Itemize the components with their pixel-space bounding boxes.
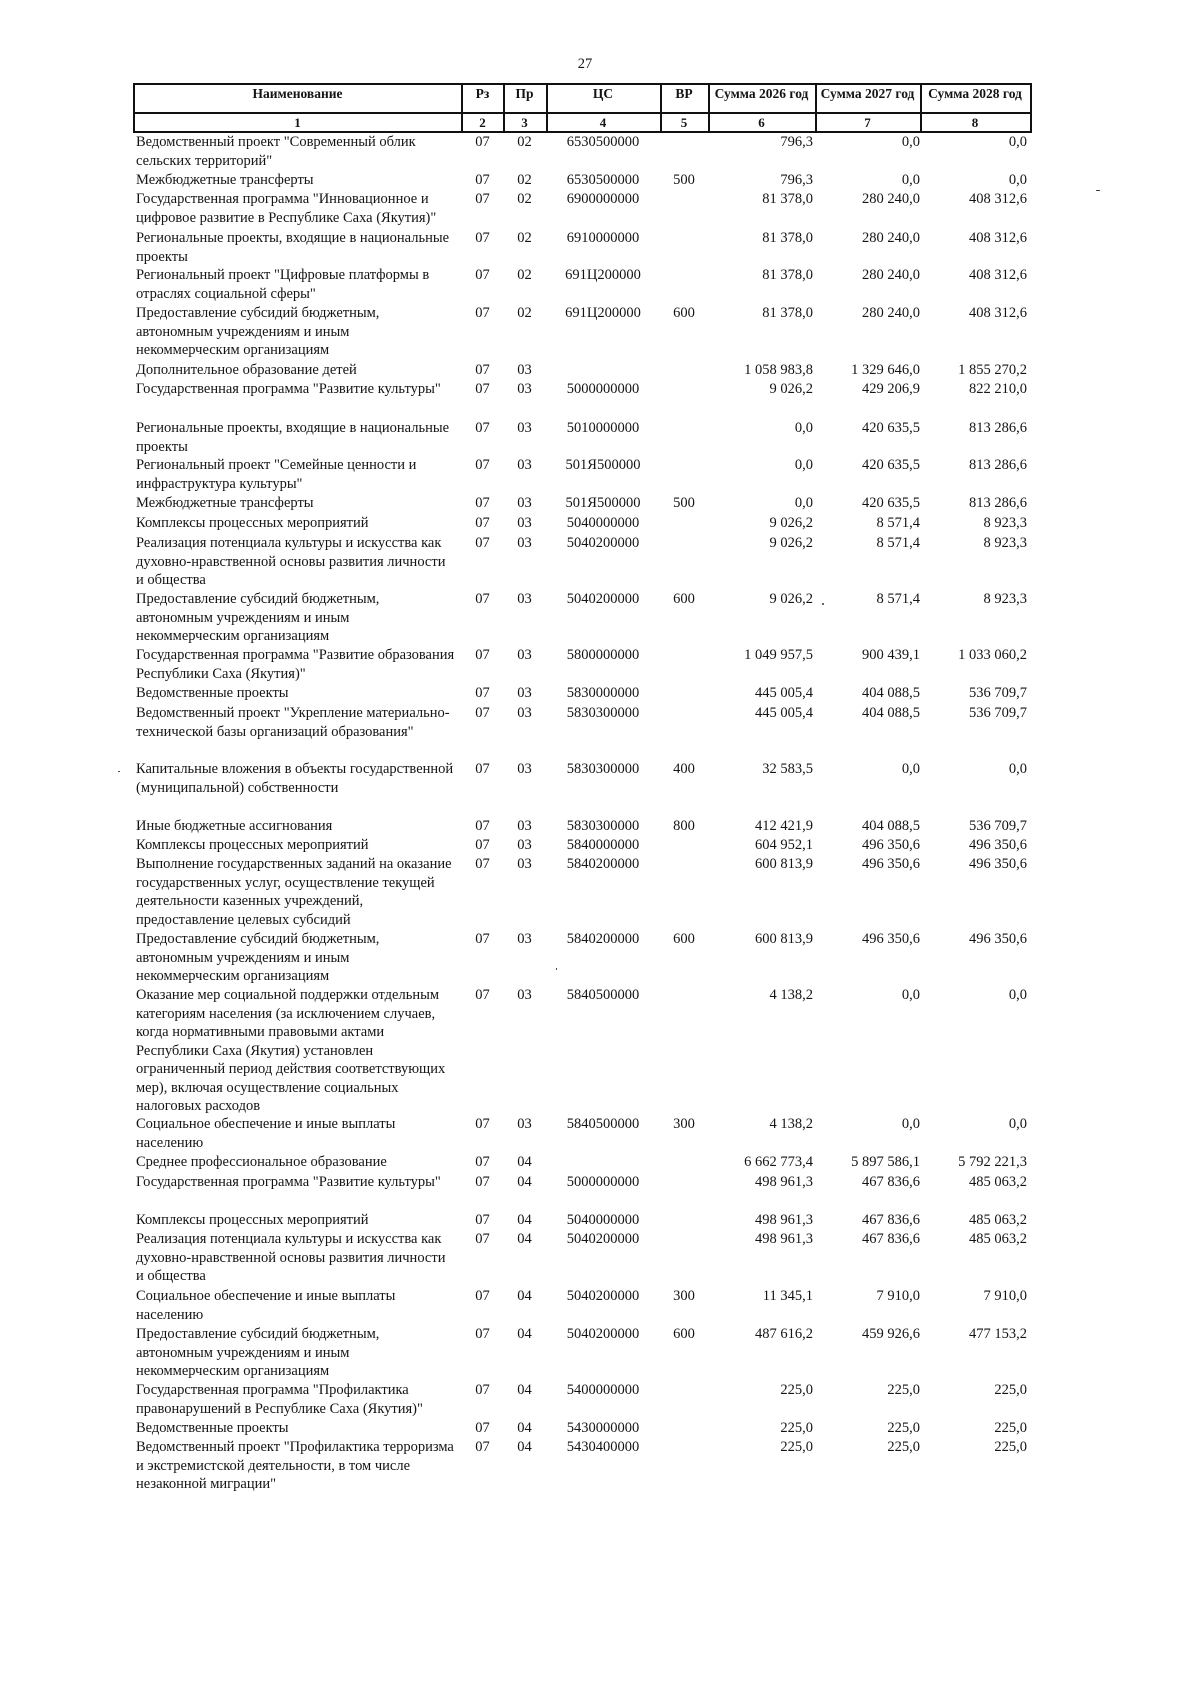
row-sum-2027: 420 635,5 [862,420,920,436]
row-pr: 02 [517,134,532,150]
row-sum-2026: 81 378,0 [762,230,813,246]
row-sum-2026: 4 138,2 [769,1116,813,1132]
row-pr: 04 [517,1174,532,1190]
row-sum-2027: 420 635,5 [862,457,920,473]
column-number-name: 1 [294,115,301,130]
row-sum-2028: 225,0 [994,1420,1027,1436]
row-pr: 03 [517,515,532,531]
row-sum-2028: 477 153,2 [969,1326,1027,1342]
header-sum-2026: Сумма 2026 год [714,86,809,101]
row-name: Ведомственные проекты [136,685,289,701]
row-name: Предоставление субсидий бюджетным, автономным учреждениям и иным некоммерческим организациям [136,305,380,358]
column-number-sum-2027: 7 [864,115,871,130]
row-sum-2027: 280 240,0 [862,305,920,321]
row-sum-2028: 485 063,2 [969,1231,1027,1247]
row-sum-2028: 8 923,3 [983,515,1027,531]
row-pr: 04 [517,1231,532,1247]
row-pr: 02 [517,191,532,207]
row-name: Государственная программа "Инновационное и цифровое развитие в Республике Саха (Якутия)" [136,191,437,226]
row-name: Ведомственный проект "Профилактика терроризма и экстремистской деятельности, в том числе незаконной миграции" [136,1439,454,1492]
row-cs: 5040200000 [566,1326,640,1342]
row-rz: 07 [475,495,490,511]
row-sum-2027: 496 350,6 [862,837,920,853]
row-cs: 5040200000 [566,1288,640,1304]
row-rz: 07 [475,647,490,663]
page-number: 27 [577,56,593,72]
row-vr: 600 [673,591,695,607]
row-rz: 07 [475,420,490,436]
row-name: Государственная программа "Развитие культуры" [136,381,441,397]
row-cs: 5040000000 [566,515,640,531]
row-sum-2027: 225,0 [887,1420,920,1436]
row-rz: 07 [475,305,490,321]
row-rz: 07 [475,705,490,721]
row-cs: 6530500000 [566,134,640,150]
row-sum-2027: 225,0 [887,1439,920,1455]
row-sum-2027: 404 088,5 [862,685,920,701]
row-name: Межбюджетные трансферты [136,172,314,188]
row-pr: 03 [517,987,532,1003]
row-sum-2027: 8 571,4 [876,591,920,607]
row-name: Социальное обеспечение и иные выплаты населению [136,1288,396,1323]
row-sum-2028: 496 350,6 [969,931,1027,947]
row-sum-2028: 8 923,3 [983,535,1027,551]
column-number-sum-2026: 6 [758,115,765,130]
row-sum-2026: 4 138,2 [769,987,813,1003]
row-sum-2027: 7 910,0 [876,1288,920,1304]
row-pr: 02 [517,230,532,246]
row-sum-2027: 225,0 [887,1382,920,1398]
row-sum-2026: 498 961,3 [755,1231,813,1247]
row-name: Государственная программа "Развитие культуры" [136,1174,441,1190]
row-sum-2028: 1 033 060,2 [958,647,1027,663]
row-name: Оказание мер социальной поддержки отдельным категориям населения (за исключением случаев, когда нормативными правовыми актами Республики Саха (Якутия) установлен ограниченный период действия соответствующих мер), включая осуществление социальных налоговых расходов [136,987,446,1114]
row-rz: 07 [475,1154,490,1170]
column-number-cs: 4 [599,115,607,130]
row-sum-2028: 485 063,2 [969,1212,1027,1228]
row-name: Предоставление субсидий бюджетным, автономным учреждениям и иным некоммерческим организациям [136,591,380,644]
row-cs: 5400000000 [566,1382,640,1398]
row-cs: 691Ц200000 [565,267,641,283]
row-sum-2028: 0,0 [1008,134,1027,150]
row-pr: 03 [517,837,532,853]
row-vr: 400 [673,761,695,777]
header-sum-2028: Сумма 2028 год [928,86,1022,101]
row-sum-2026: 600 813,9 [755,856,813,872]
row-cs: 5430000000 [566,1420,640,1436]
column-number-rz: 2 [479,115,486,130]
row-sum-2026: 81 378,0 [762,267,813,283]
row-name: Предоставление субсидий бюджетным, автономным учреждениям и иным некоммерческим организациям [136,1326,380,1379]
row-rz: 07 [475,856,490,872]
row-pr: 04 [517,1420,532,1436]
row-sum-2027: 420 635,5 [862,495,920,511]
row-rz: 07 [475,191,490,207]
row-cs: 5040200000 [566,535,640,551]
row-cs: 5840200000 [566,931,640,947]
row-sum-2027: 496 350,6 [862,931,920,947]
row-sum-2028: 536 709,7 [969,685,1027,701]
row-sum-2028: 0,0 [1008,172,1027,188]
row-sum-2026: 9 026,2 [769,591,813,607]
row-sum-2028: 536 709,7 [969,705,1027,721]
row-sum-2026: 32 583,5 [762,761,813,777]
row-rz: 07 [475,267,490,283]
row-rz: 07 [475,987,490,1003]
row-sum-2026: 225,0 [780,1382,813,1398]
row-sum-2026: 0,0 [794,457,813,473]
row-sum-2028: 813 286,6 [969,457,1027,473]
row-cs: 5830300000 [566,761,640,777]
row-cs: 5010000000 [566,420,640,436]
row-sum-2026: 225,0 [780,1439,813,1455]
row-sum-2027: 8 571,4 [876,515,920,531]
row-name: Государственная программа "Профилактика правонарушений в Республике Саха (Якутия)" [136,1382,423,1417]
row-sum-2028: 225,0 [994,1439,1027,1455]
row-rz: 07 [475,1231,490,1247]
row-name: Региональные проекты, входящие в национальные проекты [136,420,450,455]
row-rz: 07 [475,1382,490,1398]
row-rz: 07 [475,535,490,551]
row-name: Ведомственный проект "Укрепление материально-технической базы организаций образования" [136,705,450,740]
row-sum-2026: 600 813,9 [755,931,813,947]
row-name: Капитальные вложения в объекты государственной (муниципальной) собственности [136,761,454,796]
row-cs: 6900000000 [566,191,640,207]
row-sum-2026: 11 345,1 [762,1288,813,1304]
row-sum-2028: 408 312,6 [969,305,1027,321]
row-rz: 07 [475,761,490,777]
row-rz: 07 [475,818,490,834]
row-pr: 04 [517,1288,532,1304]
row-name: Государственная программа "Развитие образования Республики Саха (Якутия)" [136,647,455,682]
row-cs: 5040200000 [566,591,640,607]
row-rz: 07 [475,931,490,947]
row-sum-2026: 412 421,9 [755,818,813,834]
row-sum-2028: 496 350,6 [969,856,1027,872]
row-sum-2028: 408 312,6 [969,191,1027,207]
row-sum-2026: 487 616,2 [755,1326,813,1342]
row-name: Комплексы процессных мероприятий [136,1212,369,1228]
row-rz: 07 [475,591,490,607]
row-rz: 07 [475,515,490,531]
header-name: Наименование [252,86,343,101]
row-pr: 04 [517,1212,532,1228]
row-sum-2028: 408 312,6 [969,267,1027,283]
row-pr: 03 [517,535,532,551]
row-sum-2028: 0,0 [1008,987,1027,1003]
row-pr: 03 [517,705,532,721]
row-rz: 07 [475,1288,490,1304]
row-sum-2026: 1 049 957,5 [744,647,813,663]
row-sum-2027: 280 240,0 [862,267,920,283]
row-name: Региональный проект "Цифровые платформы в отраслях социальной сферы" [136,267,430,302]
header-divider [1030,83,1032,132]
row-cs: 6910000000 [566,230,640,246]
row-sum-2028: 5 792 221,3 [958,1154,1027,1170]
row-name: Иные бюджетные ассигнования [136,818,333,834]
row-sum-2027: 900 439,1 [862,647,920,663]
row-sum-2026: 498 961,3 [755,1174,813,1190]
row-pr: 02 [517,305,532,321]
header-rz: Рз [475,86,490,101]
row-sum-2027: 5 897 586,1 [851,1154,920,1170]
row-sum-2027: 0,0 [901,1116,920,1132]
row-pr: 03 [517,818,532,834]
row-rz: 07 [475,381,490,397]
row-sum-2027: 1 329 646,0 [851,362,920,378]
row-name: Комплексы процессных мероприятий [136,837,369,853]
column-number-sum-2028: 8 [971,115,979,130]
row-vr: 800 [673,818,695,834]
header-cs: ЦС [592,86,614,101]
row-cs: 501Я500000 [565,495,641,511]
row-vr: 600 [673,1326,695,1342]
row-cs: 5000000000 [566,1174,640,1190]
row-sum-2028: 0,0 [1008,761,1027,777]
row-sum-2027: 429 206,9 [862,381,920,397]
row-sum-2026: 9 026,2 [769,381,813,397]
row-rz: 07 [475,230,490,246]
row-rz: 07 [475,1420,490,1436]
row-sum-2027: 467 836,6 [862,1231,920,1247]
row-name: Выполнение государственных заданий на оказание государственных услуг, осуществление текущей деятельности казенных учреждений, предоставление целевых субсидий [136,856,452,928]
row-pr: 02 [517,267,532,283]
row-cs: 5040000000 [566,1212,640,1228]
row-pr: 03 [517,647,532,663]
row-cs: 6530500000 [566,172,640,188]
row-sum-2026: 0,0 [794,420,813,436]
header-sum-2027: Сумма 2027 год [820,86,915,101]
row-sum-2026: 0,0 [794,495,813,511]
row-pr: 03 [517,856,532,872]
row-cs: 5040200000 [566,1231,640,1247]
row-pr: 04 [517,1154,532,1170]
row-sum-2028: 1 855 270,2 [958,362,1027,378]
row-name: Среднее профессиональное образование [136,1154,387,1170]
row-cs: 5840500000 [566,1116,640,1132]
row-vr: 500 [673,495,695,511]
row-pr: 03 [517,1116,532,1132]
row-pr: 03 [517,362,532,378]
row-cs: 691Ц200000 [565,305,641,321]
row-sum-2026: 445 005,4 [755,705,813,721]
row-name: Региональный проект "Семейные ценности и инфраструктура культуры" [136,457,417,492]
row-name: Региональные проекты, входящие в национальные проекты [136,230,450,265]
scan-speck [822,603,824,605]
column-number-vr: 5 [680,115,688,130]
row-sum-2027: 0,0 [901,761,920,777]
row-sum-2028: 496 350,6 [969,837,1027,853]
row-cs: 5830300000 [566,705,640,721]
row-rz: 07 [475,1439,490,1455]
row-pr: 03 [517,685,532,701]
row-sum-2027: 404 088,5 [862,705,920,721]
row-sum-2027: 496 350,6 [862,856,920,872]
scan-speck [118,771,120,772]
row-cs: 5840000000 [566,837,640,853]
row-sum-2028: 813 286,6 [969,420,1027,436]
row-sum-2028: 536 709,7 [969,818,1027,834]
row-sum-2026: 6 662 773,4 [744,1154,813,1170]
row-vr: 300 [673,1288,695,1304]
row-sum-2026: 81 378,0 [762,191,813,207]
header-vr: ВР [675,86,693,101]
row-name: Реализация потенциала культуры и искусства как духовно-нравственной основы развития личности и общества [136,1231,446,1284]
row-sum-2026: 1 058 983,8 [744,362,813,378]
row-pr: 04 [517,1326,532,1342]
row-sum-2027: 459 926,6 [862,1326,920,1342]
row-name: Социальное обеспечение и иные выплаты населению [136,1116,396,1151]
row-sum-2028: 7 910,0 [983,1288,1027,1304]
row-sum-2027: 467 836,6 [862,1174,920,1190]
row-pr: 03 [517,420,532,436]
scan-speck [1096,190,1100,191]
column-number-pr: 3 [521,115,528,130]
row-rz: 07 [475,1326,490,1342]
row-pr: 03 [517,591,532,607]
row-sum-2027: 0,0 [901,987,920,1003]
row-pr: 04 [517,1382,532,1398]
row-sum-2026: 796,3 [780,172,813,188]
row-vr: 300 [673,1116,695,1132]
row-rz: 07 [475,1212,490,1228]
row-cs: 501Я500000 [565,457,641,473]
row-cs: 5830000000 [566,685,640,701]
row-sum-2026: 445 005,4 [755,685,813,701]
row-cs: 5000000000 [566,381,640,397]
row-sum-2027: 8 571,4 [876,535,920,551]
row-vr: 600 [673,931,695,947]
row-rz: 07 [475,1174,490,1190]
row-name: Реализация потенциала культуры и искусства как духовно-нравственной основы развития личности и общества [136,535,446,588]
row-sum-2026: 498 961,3 [755,1212,813,1228]
row-sum-2027: 0,0 [901,172,920,188]
row-vr: 600 [673,305,695,321]
row-rz: 07 [475,172,490,188]
row-pr: 02 [517,172,532,188]
row-sum-2028: 225,0 [994,1382,1027,1398]
row-sum-2028: 813 286,6 [969,495,1027,511]
row-sum-2027: 280 240,0 [862,230,920,246]
row-sum-2026: 9 026,2 [769,515,813,531]
row-name: Ведомственные проекты [136,1420,289,1436]
row-name: Комплексы процессных мероприятий [136,515,369,531]
row-sum-2028: 822 210,0 [969,381,1027,397]
row-sum-2028: 485 063,2 [969,1174,1027,1190]
row-name: Предоставление субсидий бюджетным, автономным учреждениям и иным некоммерческим организациям [136,931,380,984]
row-vr: 500 [673,172,695,188]
row-name: Дополнительное образование детей [136,362,357,378]
row-sum-2028: 0,0 [1008,1116,1027,1132]
row-sum-2027: 404 088,5 [862,818,920,834]
row-sum-2026: 9 026,2 [769,535,813,551]
row-pr: 03 [517,761,532,777]
row-cs: 5830300000 [566,818,640,834]
row-rz: 07 [475,837,490,853]
row-cs: 5800000000 [566,647,640,663]
row-sum-2027: 280 240,0 [862,191,920,207]
row-rz: 07 [475,362,490,378]
row-name: Ведомственный проект "Современный облик сельских территорий" [136,134,416,169]
row-sum-2028: 8 923,3 [983,591,1027,607]
row-name: Межбюджетные трансферты [136,495,314,511]
row-sum-2026: 796,3 [780,134,813,150]
row-rz: 07 [475,685,490,701]
row-cs: 5840500000 [566,987,640,1003]
row-pr: 03 [517,457,532,473]
row-sum-2026: 604 952,1 [755,837,813,853]
row-cs: 5840200000 [566,856,640,872]
row-pr: 03 [517,931,532,947]
header-pr: Пр [515,86,534,101]
row-pr: 03 [517,495,532,511]
row-sum-2028: 408 312,6 [969,230,1027,246]
row-rz: 07 [475,134,490,150]
row-pr: 04 [517,1439,532,1455]
row-sum-2026: 81 378,0 [762,305,813,321]
scan-speck [556,968,557,970]
row-rz: 07 [475,457,490,473]
row-pr: 03 [517,381,532,397]
row-rz: 07 [475,1116,490,1132]
row-sum-2027: 0,0 [901,134,920,150]
row-cs: 5430400000 [566,1439,640,1455]
row-sum-2027: 467 836,6 [862,1212,920,1228]
row-sum-2026: 225,0 [780,1420,813,1436]
